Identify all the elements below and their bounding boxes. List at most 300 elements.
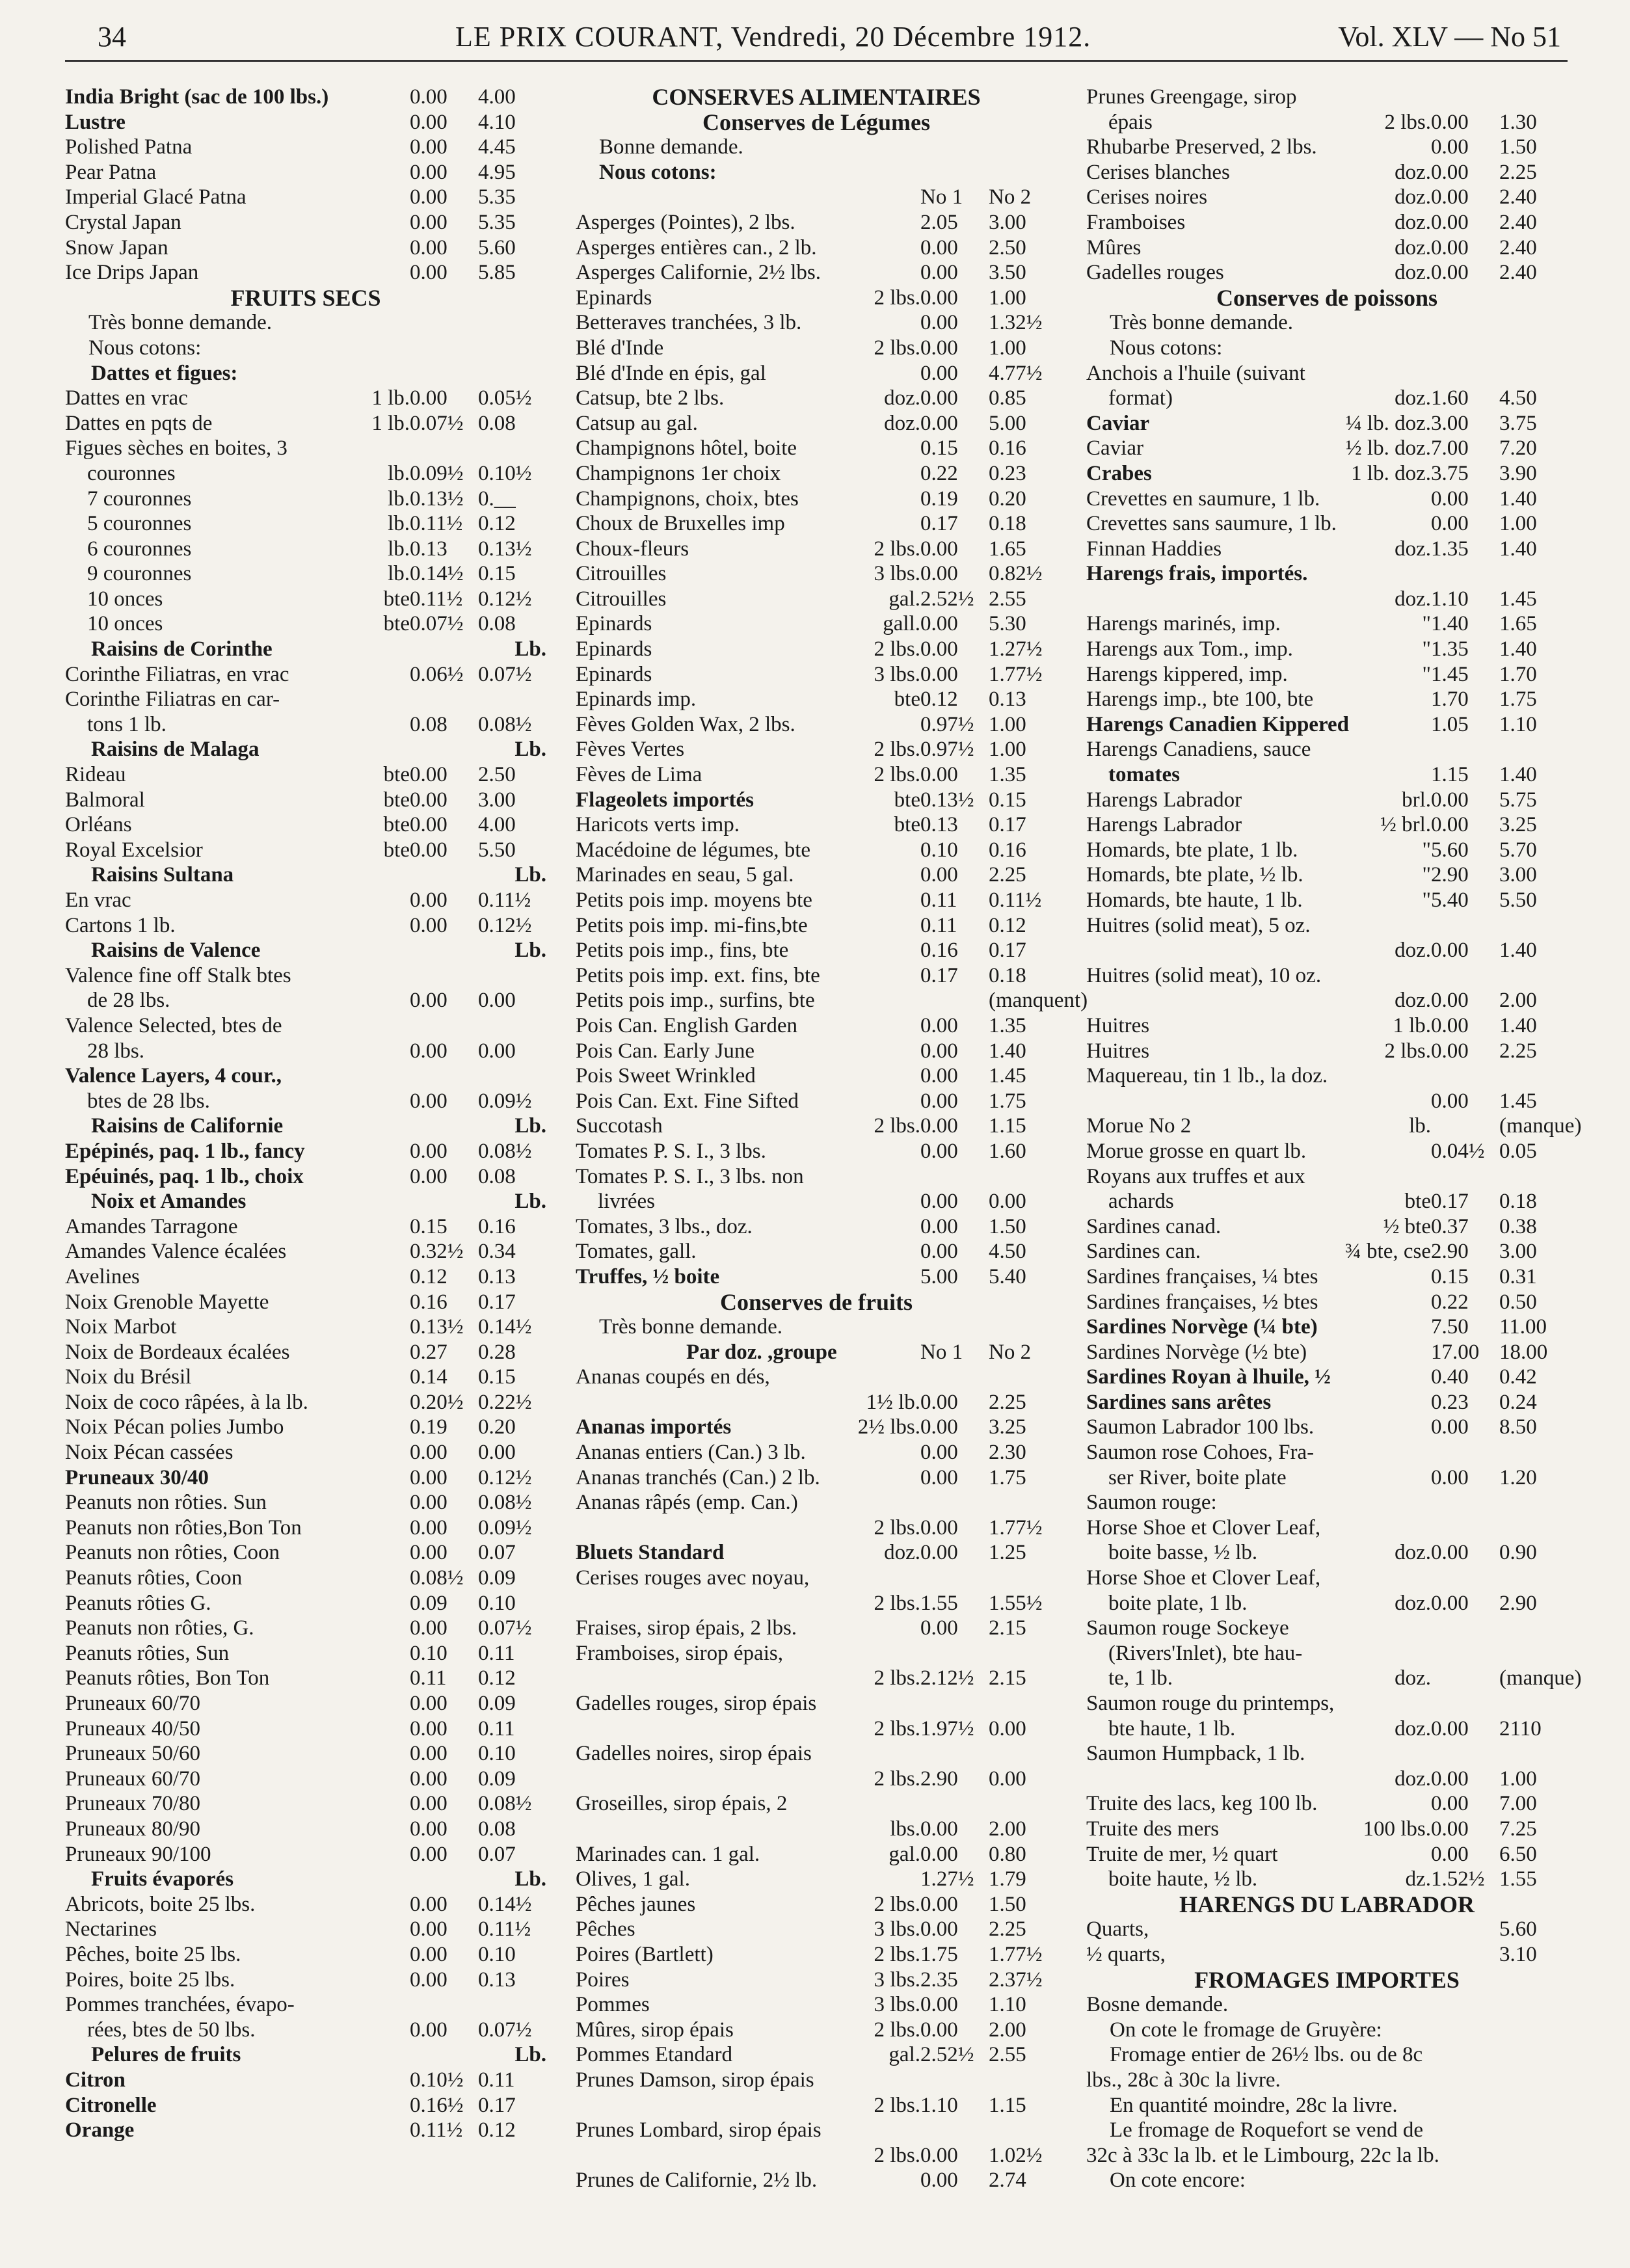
price-low: 0.00	[1431, 235, 1469, 260]
price-high: 1.45	[989, 1064, 1026, 1088]
price-row	[65, 1365, 546, 1390]
price-low: 0.10	[920, 838, 958, 862]
item-unit: 2 lbs.	[874, 1942, 920, 1966]
item-unit: 2 lbs.	[874, 2093, 920, 2117]
price-row	[65, 110, 546, 135]
item-label: Peanuts rôties G.	[65, 1591, 211, 1615]
price-low: 0.00	[410, 989, 448, 1013]
price-high: 2110	[1499, 1716, 1542, 1741]
price-row	[1086, 988, 1568, 1013]
section-heading	[65, 286, 546, 311]
item-label: tons 1 lb.	[87, 712, 167, 736]
item-label: Huitres	[1086, 1013, 1150, 1037]
item-label: Pruneaux 60/70	[65, 1692, 201, 1715]
price-high: 0.08½	[478, 1792, 532, 1816]
note-line	[1086, 2168, 1568, 2193]
price-high: 0.14½	[478, 1892, 532, 1916]
item-label: Huitres (solid meat), 5 oz.	[1086, 913, 1311, 937]
price-row	[1086, 511, 1568, 537]
price-high: 2.90	[1499, 1591, 1537, 1615]
item-unit: doz.	[1395, 261, 1431, 285]
item-label: Caviar	[1086, 411, 1150, 435]
item-label: Champignons hôtel, boite	[576, 436, 797, 460]
price-high: 1.27½	[989, 637, 1043, 661]
item-label: 10 onces	[87, 587, 163, 611]
subsection-heading	[65, 737, 546, 762]
price-row	[1086, 1139, 1568, 1164]
price-high: 0.08½	[478, 1491, 532, 1515]
price-high: 3.00	[1499, 1240, 1537, 1264]
item-unit: 1 lb. doz.	[1351, 461, 1431, 485]
price-row	[1086, 1942, 1568, 1968]
price-row	[1086, 1365, 1568, 1390]
price-low: 0.00	[410, 1465, 448, 1489]
price-high: 0.20	[478, 1415, 516, 1439]
item-unit: 1 lb.	[1393, 1013, 1431, 1037]
price-row	[1086, 1039, 1568, 1064]
text-line-content: Bosne demande.	[1086, 1993, 1229, 2017]
price-high: 1.60	[989, 1139, 1026, 1163]
price-high: 0.28	[478, 1340, 516, 1364]
price-row	[1086, 963, 1568, 989]
item-label: Pommes Etandard	[576, 2043, 733, 2067]
price-row	[1086, 1867, 1568, 1892]
price-row	[576, 1063, 1057, 1089]
price-low: 1.10	[1431, 587, 1469, 611]
item-label: Noix de Bordeaux écalées	[65, 1340, 290, 1364]
price-high: 1.00	[989, 738, 1026, 762]
price-low: 0.00	[920, 1917, 958, 1941]
price-high: 0.00	[478, 1441, 516, 1465]
price-row	[576, 712, 1057, 738]
item-label: Tomates P. S. I., 3 lbs.	[576, 1139, 766, 1163]
price-row	[65, 235, 546, 261]
price-row	[576, 862, 1057, 888]
price-low: 1.35	[1431, 637, 1469, 661]
item-label: Peanuts non rôties. Sun	[65, 1491, 267, 1515]
price-high: 0.10	[478, 1942, 516, 1966]
item-label: Sardines françaises, ¼ btes	[1086, 1264, 1318, 1288]
item-label: Poires, boite 25 lbs.	[65, 1968, 235, 1992]
price-row	[65, 1842, 546, 1867]
price-row	[65, 1942, 546, 1968]
price-low: 0.00	[410, 1742, 448, 1766]
price-low: 0.00	[920, 1993, 958, 2017]
price-high: 0.22½	[478, 1390, 532, 1414]
item-label: Pêches, boite 25 lbs.	[65, 1942, 241, 1966]
price-high: 0.15	[478, 562, 516, 586]
price-high: 0.12½	[478, 587, 532, 611]
item-unit: 2 lbs.	[874, 336, 920, 360]
item-label: rées, btes de 50 lbs.	[87, 2018, 256, 2042]
item-label: Royal Excelsior	[65, 838, 203, 862]
item-unit: 2 lbs.	[874, 1666, 920, 1690]
subsection-unit: Lb.	[514, 738, 546, 762]
item-label: 5 couronnes	[87, 512, 192, 536]
note-line	[1086, 2018, 1568, 2043]
price-low: 0.00	[1431, 185, 1469, 209]
price-row	[576, 1716, 1057, 1742]
price-high: 0.13	[478, 1264, 516, 1288]
item-label: Harengs marinés, imp.	[1086, 612, 1281, 636]
item-label: 7 couronnes	[87, 487, 192, 511]
price-low: 0.00	[920, 2168, 958, 2193]
price-row	[576, 436, 1057, 461]
price-low: 0.00	[1431, 512, 1469, 536]
price-row	[576, 1917, 1057, 1942]
price-high: 11.00	[1499, 1315, 1547, 1339]
price-low: 0.19	[410, 1415, 448, 1439]
item-unit: lb.	[1409, 1114, 1431, 1138]
item-label: Groseilles, sirop épais, 2	[576, 1792, 788, 1816]
price-low: 0.40	[1431, 1365, 1469, 1389]
price-row	[1086, 587, 1568, 612]
price-row	[1086, 1063, 1568, 1089]
price-row	[1086, 712, 1568, 738]
price-high: 0.18	[989, 512, 1026, 536]
price-row	[1086, 812, 1568, 838]
item-label: boite basse, ½ lb.	[1108, 1541, 1258, 1565]
price-low: 0.32½	[410, 1240, 464, 1264]
price-high: 1.15	[989, 1114, 1026, 1138]
item-label: Horse Shoe et Clover Leaf,	[1086, 1566, 1321, 1590]
item-label: Dattes en vrac	[65, 386, 188, 410]
price-row	[65, 85, 546, 110]
price-low: 1.75	[920, 1942, 958, 1966]
price-row	[576, 737, 1057, 762]
note-text: Nous cotons:	[88, 336, 202, 360]
price-row	[576, 1968, 1057, 1993]
price-row	[65, 2018, 546, 2043]
price-low: 0.00	[920, 2018, 958, 2042]
subsection-heading-text: Noix et Amandes	[91, 1190, 247, 1214]
price-low: 0.17	[920, 512, 958, 536]
price-low: 0.00	[410, 1817, 448, 1841]
price-high: 1.55	[1499, 1867, 1537, 1891]
price-row	[65, 1992, 546, 2018]
price-high: 0.13	[989, 687, 1026, 712]
item-unit: 100 lbs.	[1363, 1817, 1431, 1841]
price-row	[1086, 611, 1568, 637]
item-unit: doz.	[1395, 537, 1431, 561]
item-unit: ¼ lb. doz.	[1345, 411, 1431, 435]
price-row	[576, 2168, 1057, 2193]
price-row	[65, 988, 546, 1013]
price-row	[65, 1214, 546, 1240]
price-high: 5.35	[478, 185, 516, 209]
item-label: Asperges entières can., 2 lb.	[576, 235, 817, 260]
price-low: 0.11	[920, 913, 957, 937]
price-high: 1.40	[1499, 537, 1537, 561]
price-high: 2.25	[989, 863, 1026, 887]
item-label: Harengs imp., bte 100, bte	[1086, 687, 1314, 712]
price-low: 0.17	[1431, 1190, 1469, 1214]
price-low: 0.11½	[410, 512, 463, 536]
item-label: Pois Can. English Garden	[576, 1013, 797, 1037]
price-high: 0.05½	[478, 386, 532, 410]
item-label: Rhubarbe Preserved, 2 lbs.	[1086, 135, 1317, 159]
price-low: 0.00	[410, 1039, 448, 1063]
item-unit: ½ lb. doz.	[1345, 436, 1431, 460]
price-low: 0.00	[410, 1515, 448, 1540]
price-low: 0.00	[1431, 1013, 1469, 1037]
price-low: 0.00	[920, 1190, 958, 1214]
subsection-heading-text: Raisins de Californie	[91, 1114, 284, 1138]
item-label: Framboises	[1086, 210, 1186, 234]
price-low: 0.11½	[410, 587, 463, 611]
item-label: Prunes Lombard, sirop épais	[576, 2118, 822, 2142]
header-rule	[65, 60, 1568, 62]
price-row	[576, 1867, 1057, 1892]
price-column-3	[1086, 85, 1582, 2193]
price-row	[576, 988, 1088, 1013]
item-unit: 2 lbs.	[874, 286, 920, 310]
item-unit: 2 lbs.	[874, 1114, 920, 1138]
price-high: 0.07½	[478, 662, 532, 686]
note-line	[1086, 2118, 1568, 2143]
price-high: 0.23	[989, 461, 1026, 485]
price-low: 0.00	[920, 1892, 958, 1916]
item-label: Peanuts non rôties,Bon Ton	[65, 1515, 302, 1540]
price-row	[1086, 1741, 1568, 1767]
item-label: Truffes, ½ boite	[576, 1264, 720, 1288]
price-low: 0.00	[410, 135, 448, 159]
item-label: Homards, bte haute, 1 lb.	[1086, 888, 1303, 912]
price-low: 0.15	[1431, 1264, 1469, 1288]
price-low: 0.15	[920, 436, 958, 460]
price-high: 1.00	[989, 712, 1026, 736]
price-low: 1.45	[1431, 662, 1469, 686]
price-high: 2.25	[1499, 160, 1537, 184]
item-label: Pois Can. Ext. Fine Sifted	[576, 1089, 799, 1113]
subsection-heading	[65, 2042, 546, 2068]
price-high: 1.35	[989, 763, 1026, 787]
price-row	[65, 1164, 546, 1190]
price-high: 0.11½	[478, 1917, 531, 1941]
section-heading	[576, 85, 1057, 110]
price-low: 0.00	[1431, 487, 1469, 511]
subsection-unit: Lb.	[514, 1114, 546, 1138]
price-row	[576, 361, 1057, 386]
price-low: 0.00	[1431, 1465, 1469, 1489]
item-label: Harengs Labrador	[1086, 788, 1242, 812]
item-label: Marinades en seau, 5 gal.	[576, 863, 794, 887]
item-unit: doz.	[1395, 386, 1431, 410]
note-text: Bonne demande.	[599, 135, 743, 159]
price-row	[576, 310, 1057, 336]
item-label: Amandes Tarragone	[65, 1214, 238, 1238]
price-high: 1.50	[989, 1892, 1026, 1916]
note-text: Fromage entier de 26½ lbs. ou de 8c	[1110, 2043, 1423, 2067]
item-unit: "	[1422, 863, 1431, 887]
note-text: On cote le fromage de Gruyère:	[1110, 2018, 1382, 2042]
price-low: 0.00	[410, 1089, 448, 1113]
item-label: Tomates, gall.	[576, 1240, 697, 1264]
price-row	[65, 1340, 546, 1365]
price-row	[65, 1691, 546, 1716]
item-unit: gal.	[888, 1842, 920, 1866]
price-high: 0.07½	[478, 2018, 532, 2042]
price-high: 1.20	[1499, 1465, 1537, 1489]
item-label: Ananas tranchés (Can.) 2 lb.	[576, 1465, 820, 1489]
price-row	[576, 662, 1057, 687]
section-heading	[1086, 1968, 1568, 1993]
price-low: 2.90	[1431, 863, 1469, 887]
price-low: 0.00	[1431, 1415, 1469, 1439]
item-label: Fèves Vertes	[576, 738, 685, 762]
note-line	[576, 135, 1057, 160]
price-row	[1086, 1089, 1568, 1114]
price-low: 5.40	[1431, 888, 1469, 912]
item-unit: doz.	[1395, 185, 1431, 209]
price-row	[1086, 762, 1568, 788]
price-low: 5.60	[1431, 838, 1469, 862]
price-high: 0.11½	[989, 888, 1042, 912]
item-label: Noix de coco râpées, à la lb.	[65, 1390, 308, 1414]
price-low: 0.00	[920, 311, 958, 335]
price-high: 0.00	[989, 1716, 1026, 1741]
price-low: 0.00	[1431, 1842, 1469, 1866]
price-row	[576, 1365, 1057, 1390]
price-high: 1.40	[1499, 763, 1537, 787]
item-unit: bte	[383, 838, 410, 862]
price-row	[1086, 537, 1568, 562]
note-text: En quantité moindre, 28c la livre.	[1110, 2093, 1398, 2117]
price-low: 7.50	[1431, 1315, 1469, 1339]
page-header	[65, 14, 1561, 60]
price-row	[576, 2068, 1057, 2093]
item-label: Citronelle	[65, 2093, 157, 2117]
item-label: Pruneaux 70/80	[65, 1792, 201, 1816]
item-label: Ananas râpés (emp. Can.)	[576, 1491, 798, 1515]
price-high: 1.00	[989, 336, 1026, 360]
item-label: Ice Drips Japan	[65, 261, 199, 285]
item-unit: lb.	[388, 461, 410, 485]
item-unit: bte	[383, 813, 410, 837]
subsection-heading-text: Raisins de Corinthe	[91, 637, 273, 661]
item-label: Sardines canad.	[1086, 1214, 1222, 1238]
item-label: Cartons 1 lb.	[65, 913, 176, 937]
price-row	[576, 1039, 1057, 1064]
price-row	[1086, 1566, 1568, 1591]
price-row	[1086, 1616, 1568, 1641]
price-high: 5.75	[1499, 788, 1537, 812]
price-low: 0.00	[410, 210, 448, 234]
price-high: (manque)	[1499, 1666, 1582, 1690]
price-row	[576, 1139, 1057, 1164]
price-high: 3.00	[989, 210, 1026, 234]
item-label: Nectarines	[65, 1917, 157, 1941]
price-low: 0.00	[920, 1465, 958, 1489]
price-high: 0.16	[989, 838, 1026, 862]
price-high: 1.77½	[989, 1515, 1043, 1540]
price-high: 2.50	[989, 235, 1026, 260]
item-unit: bte	[383, 763, 410, 787]
price-high: 0.18	[989, 963, 1026, 987]
price-row	[65, 1415, 546, 1440]
item-label: Succotash	[576, 1114, 663, 1138]
note-text: Nous cotons:	[1110, 336, 1223, 360]
price-row	[65, 662, 546, 687]
price-high: 0.05	[1499, 1139, 1537, 1163]
price-row	[65, 1239, 546, 1264]
item-label: Gadelles rouges	[1086, 261, 1224, 285]
item-label: Petits pois imp. ext. fins, bte	[576, 963, 820, 987]
price-row	[65, 386, 546, 411]
price-low: 0.00	[1431, 210, 1469, 234]
item-label: Haricots verts imp.	[576, 813, 740, 837]
price-high: 1.70	[1499, 662, 1537, 686]
item-unit: 2 lbs.	[874, 1767, 920, 1791]
price-high: 0.09½	[478, 1089, 532, 1113]
section-heading-text: FRUITS SECS	[230, 284, 381, 311]
price-high: 0.12	[478, 1666, 516, 1690]
price-low: 0.00	[1431, 1591, 1469, 1615]
item-label: Flageolets importés	[576, 788, 755, 812]
item-unit: 2 lbs.	[874, 637, 920, 661]
price-row	[1086, 1290, 1568, 1315]
price-row	[576, 286, 1057, 311]
price-low: 0.09½	[410, 461, 464, 485]
item-unit: doz.	[1395, 1666, 1431, 1690]
text-line	[1086, 1992, 1568, 2018]
item-unit: 2 lbs.	[874, 1716, 920, 1741]
item-label: 9 couronnes	[87, 562, 192, 586]
price-row	[576, 838, 1057, 863]
price-high: 0.08	[478, 612, 516, 636]
item-label: Poires (Bartlett)	[576, 1942, 714, 1966]
price-low: 0.08½	[410, 1566, 464, 1590]
price-low: 0.00	[410, 1164, 448, 1188]
price-high: 0.34	[478, 1240, 516, 1264]
price-high: 3.25	[989, 1415, 1026, 1439]
price-high: 0.11	[478, 1716, 515, 1741]
price-low: 0.13½	[410, 1315, 464, 1339]
subsection-unit: Lb.	[514, 1867, 546, 1891]
price-high: 1.65	[989, 537, 1026, 561]
price-row	[576, 1641, 1057, 1666]
price-low: 0.12	[410, 1264, 448, 1288]
item-label: Catsup au gal.	[576, 411, 698, 435]
price-row	[1086, 888, 1568, 913]
price-high: 4.10	[478, 110, 516, 134]
item-label: Prunes Damson, sirop épais	[576, 2068, 814, 2092]
price-row	[65, 1716, 546, 1742]
subsection-heading-text: Raisins de Valence	[91, 939, 261, 963]
price-row	[1086, 1415, 1568, 1440]
price-high: 0.17	[478, 2093, 516, 2117]
item-label: Harengs aux Tom., imp.	[1086, 637, 1293, 661]
price-high: 2.74	[989, 2168, 1026, 2193]
note-line	[1086, 2093, 1568, 2118]
price-row	[576, 411, 1057, 436]
price-low: 0.10	[410, 1641, 448, 1665]
price-row	[576, 2018, 1057, 2043]
item-label: Pêches	[576, 1917, 635, 1941]
price-low: 0.00	[920, 637, 958, 661]
price-row	[1086, 1390, 1568, 1415]
item-unit: 2 lbs.	[874, 2143, 920, 2167]
item-unit: ½ bte	[1383, 1214, 1431, 1238]
text-line	[1086, 2068, 1568, 2093]
price-low: 0.17	[920, 963, 958, 987]
price-row	[576, 185, 1057, 210]
price-high: 0.00	[478, 1039, 516, 1063]
item-label: Champignons 1er choix	[576, 461, 781, 485]
price-high: 0.15	[478, 1365, 516, 1389]
price-row	[576, 537, 1057, 562]
item-label: Catsup, bte 2 lbs.	[576, 386, 725, 410]
